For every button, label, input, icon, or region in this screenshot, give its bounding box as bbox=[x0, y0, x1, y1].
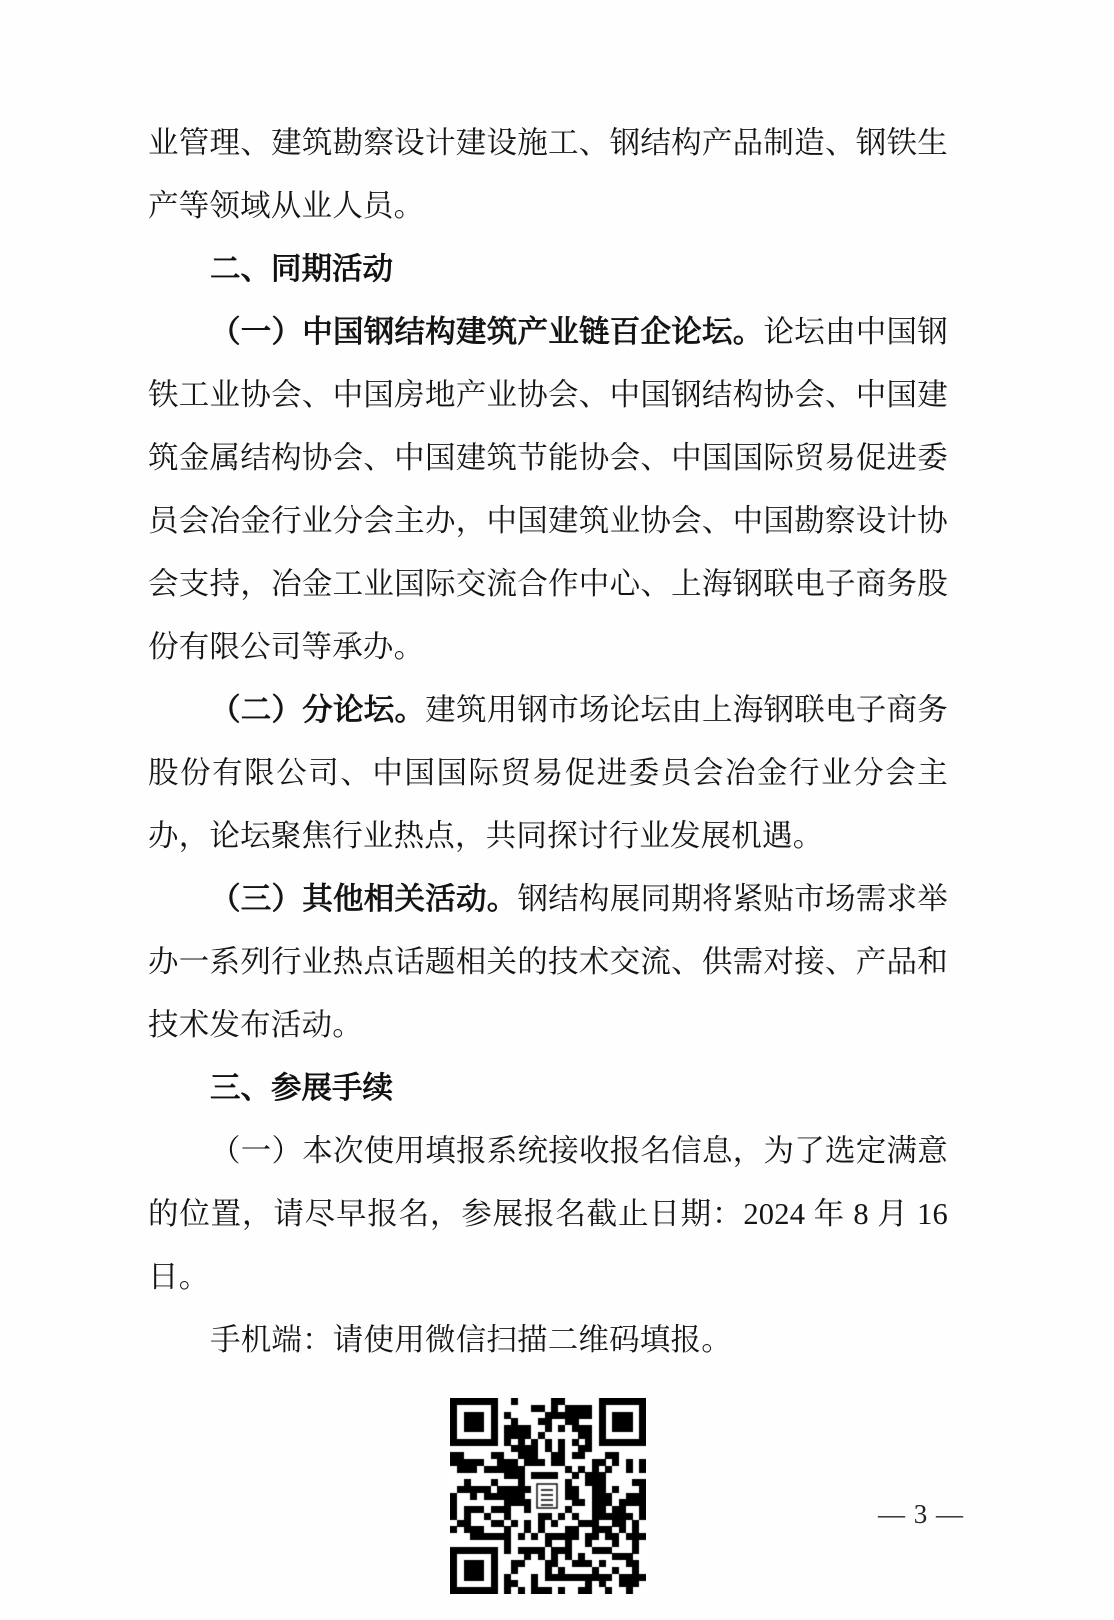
paragraph-forum-hundred-enterprises-text: 论坛由中国钢铁工业协会、中国房地产业协会、中国钢结构协会、中国建筑金属结构协会、中国建筑节能协会、中国国际贸易促进委员会冶金行业分会主办，中国建筑业协会、中国勘察设计协会支持，冶金工业国际交流合作中心、上海钢联电子商务股份有限公司等承办。 bbox=[148, 315, 948, 664]
paragraph-sub-forum-text: 建筑用钢市场论坛由上海钢联电子商务股份有限公司、中国国际贸易促进委员会冶金行业分会主办，论坛聚焦行业热点，共同探讨行业发展机遇。 bbox=[148, 693, 948, 853]
document-body bbox=[148, 112, 948, 1594]
paragraph-other-activities-text: 钢结构展同期将紧贴市场需求举办一系列行业热点话题相关的技术交流、供需对接、产品和技术发布活动。 bbox=[148, 882, 948, 1042]
paragraph-registration-deadline: （一）本次使用填报系统接收报名信息，为了选定满意的位置，请尽早报名，参展报名截止日期：2024 年 8 月 16 日。 bbox=[148, 1134, 948, 1294]
paragraph-other-activities-lead: （三）其他相关活动。 bbox=[210, 882, 518, 916]
heading-section-three: 三、参展手续 bbox=[210, 1071, 393, 1105]
paragraph-forum-hundred-enterprises bbox=[148, 301, 948, 679]
paragraph-mobile-instruction: 手机端：请使用微信扫描二维码填报。 bbox=[210, 1323, 732, 1357]
heading-section-two: 二、同期活动 bbox=[210, 252, 393, 286]
page-number: — 3 — bbox=[878, 1499, 964, 1529]
paragraph-sub-forum-lead: （二）分论坛。 bbox=[210, 693, 426, 727]
qr-code-container bbox=[148, 1398, 948, 1594]
paragraph-forum-hundred-enterprises-lead: （一）中国钢结构建筑产业链百企论坛。 bbox=[210, 315, 764, 349]
wechat-registration-qr-code[interactable] bbox=[450, 1398, 646, 1594]
paragraph-other-activities bbox=[148, 868, 948, 1057]
paragraph-industry-scope: 业管理、建筑勘察设计建设施工、钢结构产品制造、钢铁生产等领域从业人员。 bbox=[148, 126, 948, 223]
paragraph-sub-forum bbox=[148, 679, 948, 868]
